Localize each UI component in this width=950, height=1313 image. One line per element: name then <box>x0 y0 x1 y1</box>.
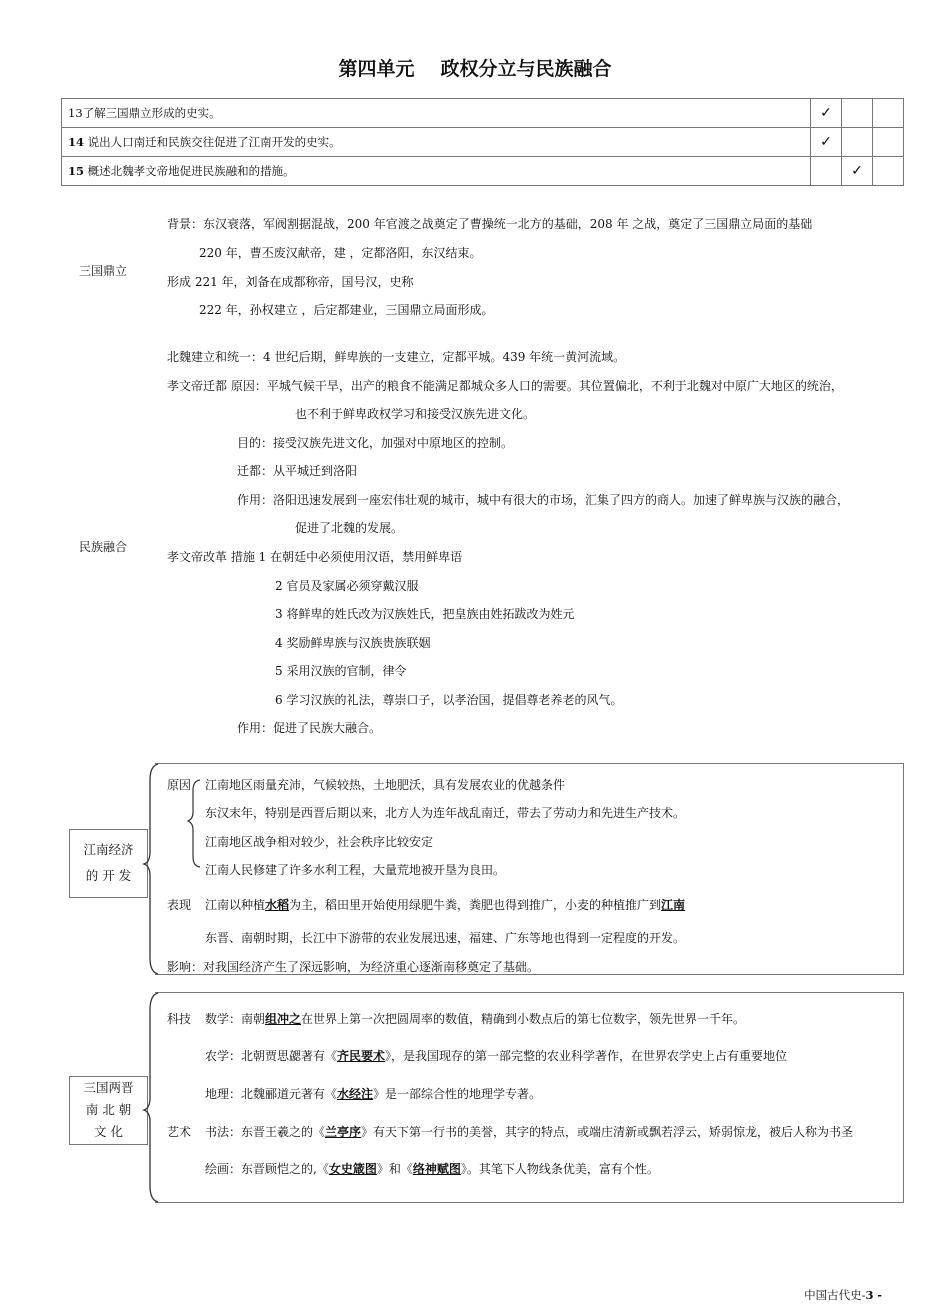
sanguo-line: 222 年，孙权建立 ，后定都建业，三国鼎立局面形成。 <box>199 303 494 317</box>
minzu-line: 孝文帝改革 措施 1 在朝廷中必须使用汉语，禁用鲜卑语 <box>167 550 463 564</box>
objective-text: 15 概述北魏孝文帝地促进民族融和的措施。 <box>62 157 811 186</box>
brace-jiangnan <box>144 764 158 974</box>
wenhua-label: 文 化 <box>94 1124 123 1139</box>
jiangnan-show: 江南以种植水稻为主，稻田里开始使用绿肥牛粪，粪肥也得到推广，小麦的种植推广到江南 <box>205 898 686 912</box>
minzu-line: 促进了北魏的发展。 <box>295 521 404 535</box>
section-label-sanguo: 三国鼎立 <box>79 264 128 278</box>
highlight-term: 水稻 <box>265 898 290 912</box>
check-cell: ✓ <box>842 157 873 186</box>
sanguo-line: 形成 221 年，刘备在成都称帝，国号汉，史称 <box>167 275 414 289</box>
wenhua-item: 地理：北魏郦道元著有《水经注》是一部综合性的地理学专著。 <box>205 1087 542 1101</box>
sanguo-line: 220 年，曹丕废汉献帝，建 ，定都洛阳，东汉结束。 <box>199 246 482 260</box>
unit-number: 第四单元 <box>338 58 415 80</box>
objective-text: 14 说出人口南迁和民族交往促进了江南开发的史实。 <box>62 128 811 157</box>
jiangnan-impact: 影响：对我国经济产生了深远影响，为经济重心逐渐南移奠定了基础。 <box>167 960 540 974</box>
wenhua-item: 数学：南朝组冲之在世界上第一次把圆周率的数值，精确到小数点后的第七位数字，领先世界一千年。 <box>205 1012 746 1026</box>
reform-measure: 5 采用汉族的官制，律令 <box>275 664 407 678</box>
highlight-term: 女史箴图 <box>328 1162 377 1176</box>
highlight-term: 齐民要术 <box>337 1049 386 1063</box>
jiangnan-label: 的 开 发 <box>85 868 132 883</box>
highlight-term: 兰亭序 <box>325 1125 362 1139</box>
wenhua-label: 三国两晋 <box>83 1080 134 1095</box>
jiangnan-show-label: 表现 <box>167 898 192 912</box>
section-label-minzu: 民族融合 <box>79 540 128 554</box>
reform-measure: 4 奖励鲜卑族与汉族贵族联姻 <box>275 636 431 650</box>
check-cell: ✓ <box>811 128 842 157</box>
minzu-line: 作用：洛阳迅速发展到一座宏伟壮观的城市，城中有很大的市场，汇集了四方的商人。加速了鲜卑族与汉族的融合， <box>237 493 850 507</box>
wenhua-item: 绘画：东晋顾恺之的,《女史箴图》和《络神赋图》。其笔下人物线条优美，富有个性。 <box>205 1162 659 1176</box>
highlight-term: 江南 <box>661 898 686 912</box>
jiangnan-cause-label: 原因 <box>167 778 192 792</box>
minzu-line: 北魏建立和统一：4 世纪后期，鲜卑族的一支建立，定都平城。439 年统一黄河流域。 <box>167 350 626 364</box>
minzu-line: 作用：促进了民族大融合。 <box>237 721 382 735</box>
jiangnan-cause: 东汉末年，特别是西晋后期以来，北方人为连年战乱南迁，带去了劳动力和先进生产技术。 <box>205 806 686 820</box>
highlight-term: 络神赋图 <box>412 1162 461 1176</box>
objective-text: 13了解三国鼎立形成的史实。 <box>62 99 811 128</box>
reform-measure: 3 将鲜卑的姓氏改为汉族姓氏，把皇族由姓拓跋改为姓元 <box>275 607 575 621</box>
reform-measure: 6 学习汉族的礼法，尊崇口子，以孝治国，提倡尊老养老的风气。 <box>275 693 623 707</box>
keji-label: 科技 <box>167 1012 192 1026</box>
minzu-line: 也不利于鲜卑政权学习和接受汉族先进文化。 <box>295 407 536 421</box>
wenhua-label: 南 北 朝 <box>85 1102 132 1117</box>
highlight-term: 水经注 <box>337 1087 374 1101</box>
unit-title: 政权分立与民族融合 <box>440 58 612 80</box>
minzu-line: 目的：接受汉族先进文化，加强对中原地区的控制。 <box>237 436 514 450</box>
check-cell: ✓ <box>811 99 842 128</box>
jiangnan-cause: 江南地区战争相对较少，社会秩序比较安定 <box>205 835 434 849</box>
wenhua-item: 农学：北朝贾思勰著有《齐民要术》，是我国现存的第一部完整的农业科学著作，在世界农学史上占有重要地位 <box>205 1049 788 1063</box>
highlight-term: 组冲之 <box>265 1012 302 1026</box>
jiangnan-cause: 江南地区雨量充沛，气候较热，土地肥沃，具有发展农业的优越条件 <box>205 778 566 792</box>
wenhua-item: 书法：东晋王羲之的《兰亭序》有天下第一行书的美誉，其字的特点，或端庄清新或飘若浮云，矫弱惊龙，被后人称为书圣 <box>205 1125 854 1139</box>
minzu-line: 迁都：从平城迁到洛阳 <box>237 464 358 478</box>
jiangnan-cause: 江南人民修建了许多水利工程，大量荒地被开垦为良田。 <box>205 863 506 877</box>
minzu-line: 孝文帝迁都 原因：平城气候干旱，出产的粮食不能满足都城众多人口的需要。其位置偏北，不利于北魏对中原广大地区的统治， <box>167 379 843 393</box>
sanguo-line: 背景：东汉衰落，军阀割据混战，200 年官渡之战奠定了曹操统一北方的基础，208 年 之战，奠定了三国鼎立局面的基础 <box>167 217 813 231</box>
yishu-label: 艺术 <box>167 1125 192 1139</box>
reform-measure: 2 官员及家属必须穿戴汉服 <box>275 579 419 593</box>
page-footer: 中国古代史-3 - <box>804 1288 882 1302</box>
brace-cause <box>188 780 200 867</box>
jiangnan-label: 江南经济 <box>83 842 134 857</box>
brace-wenhua <box>144 993 158 1202</box>
jiangnan-show: 东晋、南朝时期，长江中下游带的农业发展迅速，福建、广东等地也得到一定程度的开发。 <box>205 931 686 945</box>
